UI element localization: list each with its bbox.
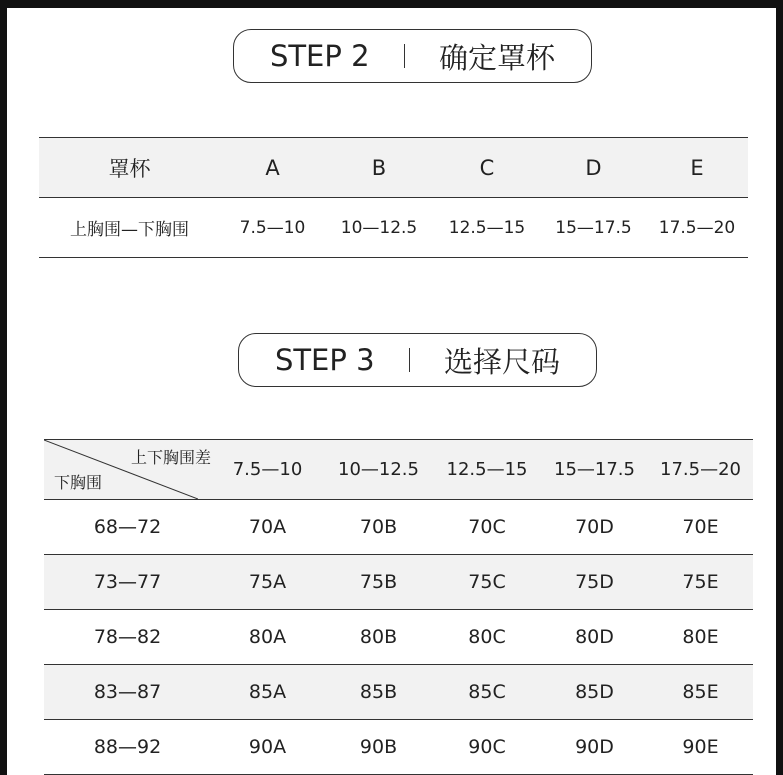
- cup-header-d: D: [585, 155, 602, 180]
- size-col-1: 7.5—10: [232, 459, 303, 480]
- band-range: 73—77: [93, 571, 162, 593]
- cup-range-e: 17.5—20: [658, 217, 736, 238]
- band-range: 83—87: [93, 681, 162, 703]
- size-col-2: 10—12.5: [338, 459, 419, 480]
- size-cell: 85D: [575, 681, 614, 703]
- cup-range-d: 15—17.5: [555, 217, 632, 238]
- table-row: [44, 500, 753, 555]
- cup-header-c: C: [479, 155, 495, 180]
- size-cell: 80B: [359, 626, 398, 648]
- size-cell: 85B: [359, 681, 398, 703]
- size-cell: 70A: [248, 516, 287, 538]
- cup-range-c: 12.5—15: [448, 217, 526, 238]
- band-range: 68—72: [93, 516, 162, 538]
- size-col-3: 12.5—15: [446, 459, 528, 480]
- size-cell: 80A: [248, 626, 287, 648]
- step-2-title: 确定罩杯: [439, 40, 556, 75]
- size-cell: 75A: [248, 571, 287, 593]
- step-3-title: 选择尺码: [444, 344, 561, 379]
- size-cell: 70D: [575, 516, 614, 538]
- cup-table-row: [39, 198, 748, 258]
- corner-label-underbust: 下胸围: [54, 473, 103, 492]
- size-cell: 80E: [682, 626, 719, 648]
- size-cell: 85C: [468, 681, 506, 703]
- size-table-header-row: [44, 440, 753, 500]
- size-cell: 75B: [359, 571, 398, 593]
- size-cell: 70E: [682, 516, 719, 538]
- table-row: [44, 555, 753, 610]
- step-2-header: [233, 29, 592, 83]
- size-cell: 80C: [468, 626, 506, 648]
- size-guide-page: [7, 8, 776, 775]
- cup-header-a: A: [265, 155, 280, 180]
- size-cell: 90A: [248, 736, 287, 758]
- cup-header-e: E: [690, 155, 704, 180]
- corner-label-difference: 上下胸围差: [130, 448, 211, 467]
- cup-header-label: 罩杯: [108, 156, 151, 181]
- size-cell: 90B: [359, 736, 398, 758]
- cup-size-table: [39, 137, 748, 258]
- cup-range-b: 10—12.5: [340, 217, 418, 238]
- size-cell: 75C: [468, 571, 506, 593]
- size-cell: 85A: [248, 681, 287, 703]
- step-2-label: STEP 2: [269, 39, 370, 73]
- size-cell: 85E: [682, 681, 719, 703]
- size-cell: 90E: [682, 736, 719, 758]
- size-cell: 75E: [682, 571, 719, 593]
- cup-header-b: B: [371, 155, 387, 180]
- step-3-divider: [409, 348, 411, 372]
- size-cell: 70C: [468, 516, 506, 538]
- size-col-4: 15—17.5: [554, 459, 635, 480]
- cup-row-label: 上胸围—下胸围: [70, 220, 189, 240]
- step-2-divider: [404, 44, 406, 68]
- cup-range-a: 7.5—10: [239, 217, 306, 238]
- cup-table-header-row: [39, 138, 748, 198]
- step-3-label: STEP 3: [274, 343, 375, 377]
- step-3-header: [238, 333, 597, 387]
- size-cell: 90D: [575, 736, 614, 758]
- table-row: [44, 610, 753, 665]
- size-table-corner-cell: [44, 440, 211, 500]
- size-col-5: 17.5—20: [660, 459, 741, 480]
- band-range: 78—82: [93, 626, 162, 648]
- size-cell: 90C: [468, 736, 506, 758]
- size-cell: 75D: [575, 571, 614, 593]
- size-cell: 70B: [359, 516, 398, 538]
- band-range: 88—92: [93, 736, 162, 758]
- table-row: [44, 720, 753, 775]
- bra-size-table: [44, 439, 753, 775]
- table-row: [44, 665, 753, 720]
- size-cell: 80D: [575, 626, 614, 648]
